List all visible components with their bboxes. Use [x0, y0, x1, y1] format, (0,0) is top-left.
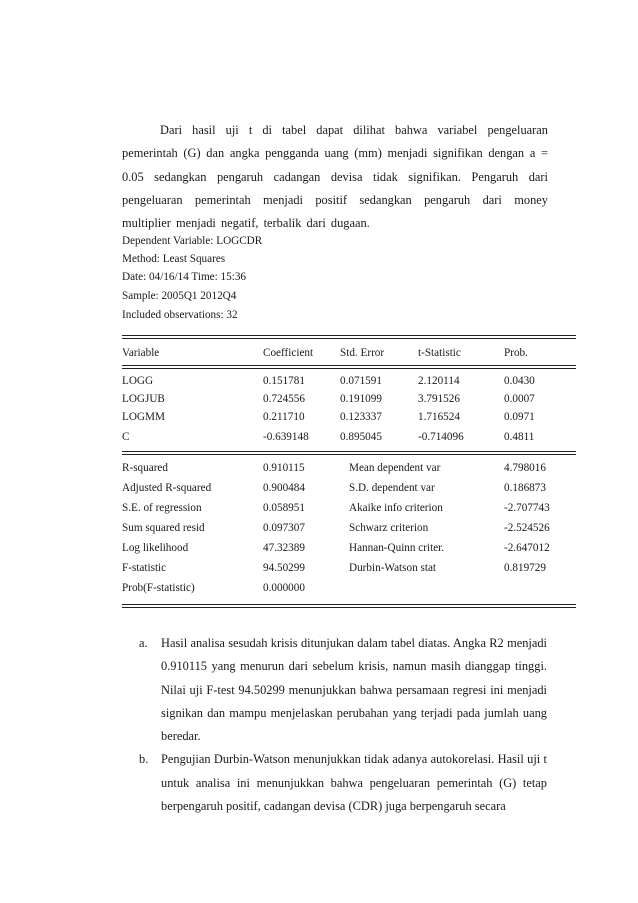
stat-value-cell: 0.910115	[263, 462, 305, 474]
list-marker: b.	[139, 752, 149, 767]
stat-value-cell: 4.798016	[504, 462, 546, 474]
coefficient-cell: 0.151781	[263, 375, 305, 387]
table-rule	[122, 335, 576, 336]
table-rule	[122, 368, 576, 369]
stat-label-cell: Hannan-Quinn criter.	[349, 542, 445, 554]
stat-value-cell: 47.32389	[263, 542, 305, 554]
header-coefficient: Coefficient	[263, 347, 314, 359]
table-rule	[122, 338, 576, 339]
list-marker: a.	[139, 636, 148, 650]
stat-label-cell: Log likelihood	[122, 542, 189, 554]
stat-label-cell: Durbin-Watson stat	[349, 562, 437, 574]
stat-label-cell: Schwarz criterion	[349, 522, 429, 534]
observations-line: Included observations: 32	[122, 309, 238, 321]
prob-cell: 0.4811	[504, 431, 535, 443]
stat-label-cell: R-squared	[122, 462, 168, 474]
stat-value-cell: 0.819729	[504, 562, 546, 574]
std-error-cell: 0.191099	[340, 393, 382, 405]
stat-value-cell: 0.058951	[263, 502, 305, 514]
variable-cell: LOGJUB	[122, 393, 165, 405]
list-item-text: Pengujian Durbin-Watson menunjukkan tidak adanya autokorelasi. Hasil uji t untuk analisa ini menunjukkan bahwa pengeluaran pemerintah (G) tetap berpengaruh positif, cadangan devisa (CDR) juga berpengaruh secara	[161, 752, 547, 814]
stat-label-cell: S.E. of regression	[122, 502, 202, 514]
std-error-cell: 0.071591	[340, 375, 382, 387]
method-line: Method: Least Squares	[122, 253, 226, 265]
date-time-line: Date: 04/16/14 Time: 15:36	[122, 271, 247, 283]
table-rule	[122, 451, 576, 452]
stat-value-cell: 0.186873	[504, 482, 546, 494]
sample-line: Sample: 2005Q1 2012Q4	[122, 290, 237, 302]
prob-cell: 0.0430	[504, 375, 535, 387]
intro-paragraph: Dari hasil uji t di tabel dapat dilihat bahwa variabel pengeluaran pemerintah (G) dan angka pengganda uang (mm) menjadi signifikan dengan a = 0.05 sedangkan pengaruh cadangan devisa tidak signifikan. Pengaruh dari pengeluaran pemerintah menjadi positif sedangkan pengaruh dari money multiplier menjadi negatif, terbalik dari dugaan.	[122, 123, 548, 231]
list-item	[139, 632, 547, 748]
variable-cell: LOGG	[122, 375, 154, 387]
t-statistic-cell: 3.791526	[418, 393, 460, 405]
prob-cell: 0.0971	[504, 411, 535, 423]
stat-value-cell: -2.524526	[504, 522, 550, 534]
stat-value-cell: 0.000000	[263, 582, 305, 594]
table-rule	[122, 607, 576, 608]
stat-label-cell: Mean dependent var	[349, 462, 441, 474]
analysis-list	[139, 632, 547, 818]
stat-label-cell: Akaike info criterion	[349, 502, 443, 514]
std-error-cell: 0.895045	[340, 431, 382, 443]
std-error-cell: 0.123337	[340, 411, 382, 423]
variable-cell: LOGMM	[122, 411, 165, 423]
header-t-statistic: t-Statistic	[418, 347, 461, 359]
prob-cell: 0.0007	[504, 393, 535, 405]
stat-label-cell: Prob(F-statistic)	[122, 582, 195, 594]
stat-label-cell: F-statistic	[122, 562, 167, 574]
dependent-variable-line: Dependent Variable: LOGCDR	[122, 235, 263, 247]
coefficient-cell: -0.639148	[263, 431, 309, 443]
table-rule	[122, 604, 576, 605]
coefficient-cell: 0.211710	[263, 411, 305, 423]
stat-value-cell: -2.707743	[504, 502, 550, 514]
list-item	[139, 748, 547, 818]
stat-label-cell: Sum squared resid	[122, 522, 205, 534]
stat-value-cell: 0.900484	[263, 482, 305, 494]
header-prob: Prob.	[504, 347, 528, 359]
coefficient-cell: 0.724556	[263, 393, 305, 405]
t-statistic-cell: 1.716524	[418, 411, 460, 423]
table-rule	[122, 454, 576, 455]
stat-value-cell: 0.097307	[263, 522, 305, 534]
table-rule	[122, 365, 576, 366]
stat-label-cell: Adjusted R-squared	[122, 482, 212, 494]
header-std-error: Std. Error	[340, 347, 385, 359]
variable-cell: C	[122, 431, 130, 443]
t-statistic-cell: 2.120114	[418, 375, 460, 387]
t-statistic-cell: -0.714096	[418, 431, 464, 443]
list-item-text: Hasil analisa sesudah krisis ditunjukan dalam tabel diatas. Angka R2 menjadi 0.910115 yang menurun dari sebelum krisis, namun masih dianggap tinggi. Nilai uji F-test 94.50299 menunjukkan bahwa persamaan regresi ini menjadi signikan dan mampu menjelaskan perubahan yang terjadi pada jumlah uang beredar.	[161, 636, 547, 744]
stat-label-cell: S.D. dependent var	[349, 482, 435, 494]
stat-value-cell: 94.50299	[263, 562, 305, 574]
stat-value-cell: -2.647012	[504, 542, 550, 554]
header-variable: Variable	[122, 347, 160, 359]
